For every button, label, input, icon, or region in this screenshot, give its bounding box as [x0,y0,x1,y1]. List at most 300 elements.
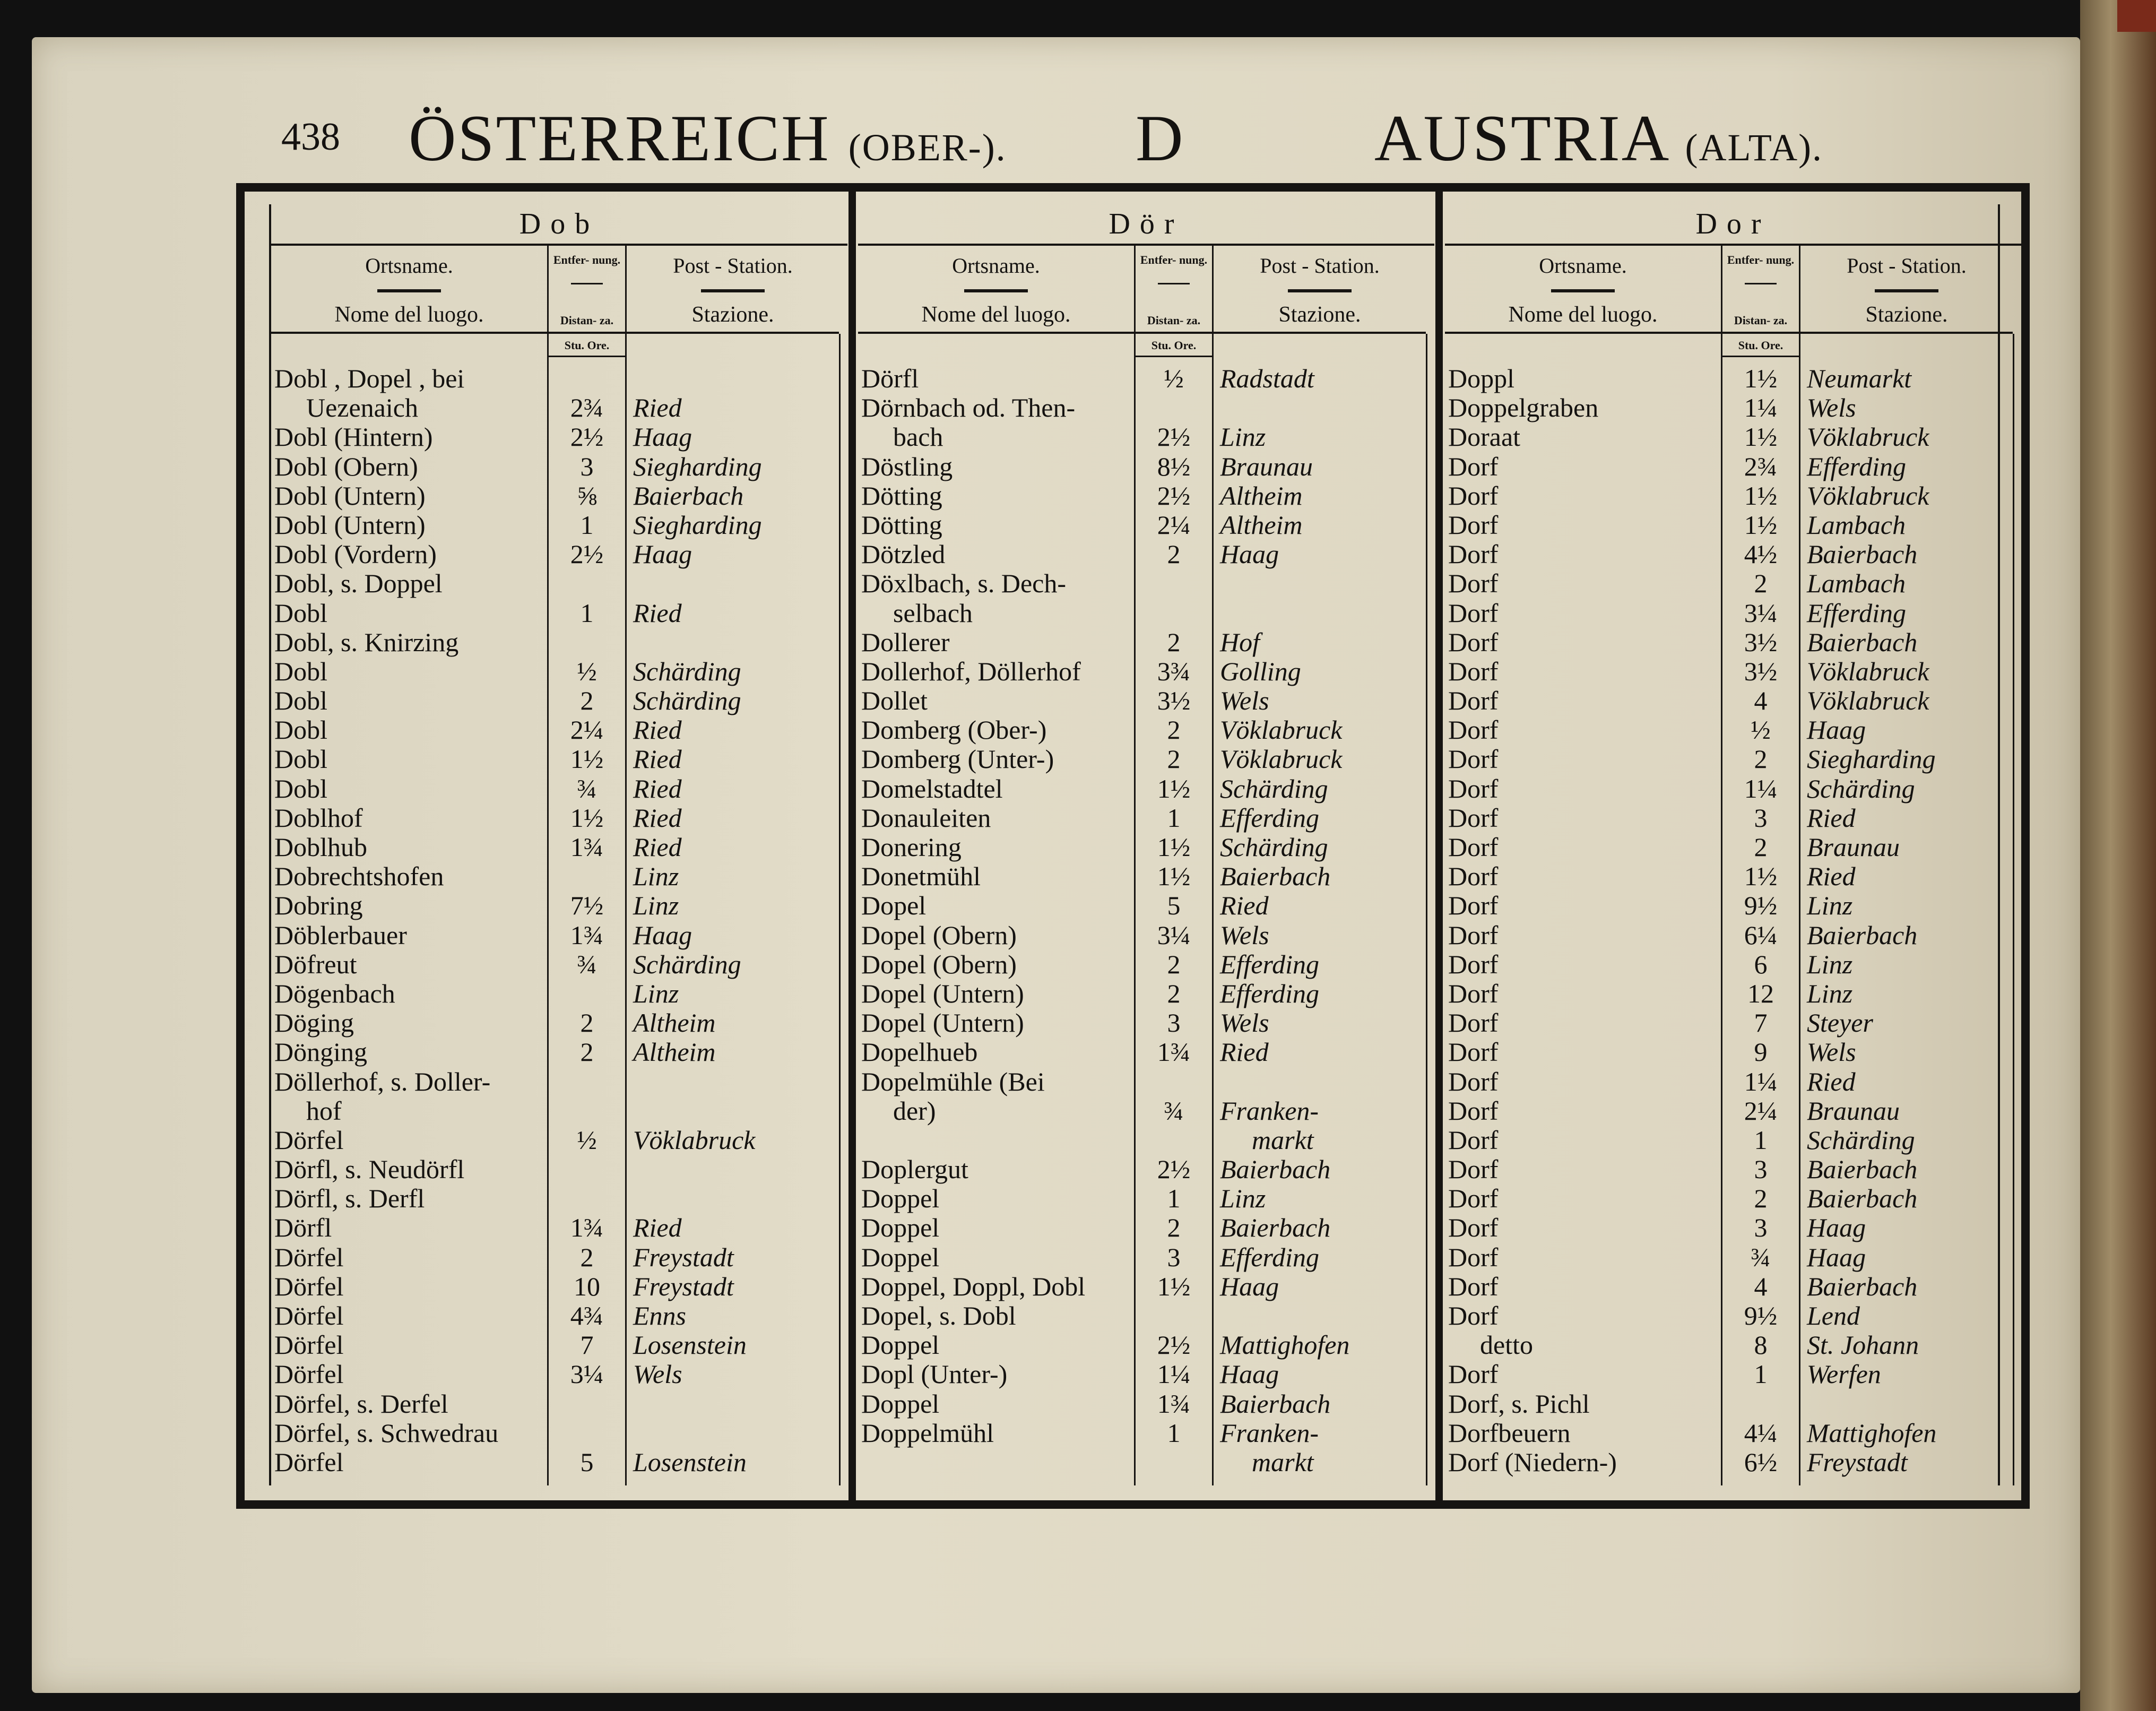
post-station: Ried [633,715,682,745]
place-name: Doraat [1448,422,1521,452]
place-name: Dorf [1448,891,1499,921]
header-post-station [1800,246,2013,334]
distance-value: ½ [577,1125,597,1155]
post-station: Haag [1807,715,1866,745]
post-station: Baierbach [1807,1183,1918,1214]
post-station: Linz [1220,1183,1266,1214]
post-station: Vöklabruck [1220,715,1343,745]
table-row [271,568,847,598]
distance-value: 5 [1167,891,1181,921]
table-row [271,656,847,686]
post-station: Altheim [633,1037,716,1067]
post-station: Schärding [633,949,741,979]
table-row [1445,393,2021,422]
distance-value: 2 [1167,539,1181,569]
page-header [281,101,1979,186]
table-row [271,920,847,949]
distance-value: 3 [1754,1213,1768,1243]
post-station: Steyer [1807,1008,1873,1038]
table-row [1445,1389,2021,1418]
distance-value: 1¾ [1157,1388,1191,1419]
table-row [1445,1067,2021,1096]
place-name: Döxlbach, s. Dech- [861,568,1066,599]
distance-value: 2¾ [1744,451,1778,481]
place-name: Dorf [1448,978,1499,1008]
place-name: Doppl [1448,364,1514,393]
table-row [1445,1096,2021,1125]
table-row [1445,1183,2021,1213]
place-name: Dörfel [274,1125,344,1155]
post-station: Baierbach [1807,627,1918,657]
place-name: Doppel [861,1242,940,1272]
place-name: Dorf [1448,802,1499,833]
post-station: Linz [1807,949,1853,979]
table-row [1445,1330,2021,1359]
post-station: Braunau [1807,1095,1900,1126]
distance-value: 1¼ [1744,1066,1778,1096]
place-name: Dorf [1448,1301,1499,1330]
distance-value: 2½ [1157,1154,1191,1185]
table-row [271,949,847,979]
post-station: Linz [1220,422,1266,452]
table-row [271,1389,847,1418]
table-row [271,1096,847,1125]
place-name: Dobrechtshofen [274,861,444,892]
table-row [1445,861,2021,891]
distance-value: 7 [580,1330,594,1360]
distance-value: 2¼ [570,715,604,745]
distance-value: 1 [580,598,594,628]
distance-value: 2 [1754,568,1768,599]
table-row [858,979,1434,1008]
header-name-it: Nome del luogo. [334,303,484,327]
table-row [1445,1154,2021,1183]
table-row [1445,1418,2021,1447]
post-station: Baierbach [1220,1213,1331,1243]
distance-value: 3¼ [1744,598,1778,628]
table-row [858,1389,1434,1418]
section-title: Dob [271,204,847,246]
header-dist-it: Distan- za. [1147,314,1201,327]
table-row [1445,364,2021,393]
place-name: Dopel, s. Dobl [861,1301,1016,1330]
place-name: Domberg (Unter-) [861,744,1054,774]
distance-value: 3¾ [1157,656,1191,686]
distance-value: 4¾ [570,1301,604,1330]
header-rule [571,283,603,284]
place-name: Dorf [1448,627,1499,657]
table-row [1445,1301,2021,1330]
table-row [271,1008,847,1037]
distance-value: 3½ [1157,686,1191,716]
table-row [1445,891,2021,920]
post-station: Haag [1220,539,1279,569]
table-row [1445,510,2021,539]
distance-value: 3 [580,451,594,481]
post-station: Linz [633,891,679,921]
table-row [271,861,847,891]
place-name: Dorf [1448,861,1499,892]
distance-value: ½ [1751,715,1771,745]
table-row [271,1418,847,1447]
header-dist-de: Entfer- nung. [1140,253,1208,266]
post-station: Baierbach [1807,920,1918,950]
gazetteer-table [236,183,2030,1509]
place-name: Dörfel [274,1359,344,1389]
distance-value: ⅝ [577,480,597,511]
table-row [858,1301,1434,1330]
distance-value: 3 [1754,802,1768,833]
table-row [1445,627,2021,656]
post-station: Haag [1220,1359,1279,1389]
table-row [271,539,847,568]
table-row [271,1242,847,1272]
distance-value: 12 [1747,978,1774,1008]
place-name: Dötting [861,480,942,511]
place-name: Dollerhof, Döllerhof [861,656,1081,686]
table-row [858,1242,1434,1272]
place-name: Dobl [274,686,327,716]
table-row [1445,803,2021,832]
table-row [271,1067,847,1096]
distance-value: 1¾ [1157,1037,1191,1067]
distance-value: 3 [1167,1242,1181,1272]
table-row [858,568,1434,598]
table-row [1445,1213,2021,1242]
book-spine [2080,0,2156,1711]
header-place-name [271,246,547,334]
distance-value: 2 [1167,715,1181,745]
place-name: Dorf [1448,773,1499,803]
post-station: Braunau [1807,832,1900,862]
title-letter: D [1136,102,1183,175]
distance-value: 1½ [1744,364,1778,393]
table-row [1445,1242,2021,1272]
table-row [1445,715,2021,744]
distance-unit-label: Stu. Ore. [547,335,627,357]
place-name: Dobl, s. Knirzing [274,627,459,657]
distance-unit-label: Stu. Ore. [1721,335,1800,357]
table-row [1445,422,2021,451]
header-post-station [627,246,839,334]
table-row [271,1213,847,1242]
post-station: Ried [1807,802,1856,833]
distance-value: 1 [1167,1418,1181,1448]
post-station: Haag [633,920,692,950]
place-name: Dorf [1448,1242,1499,1272]
post-station: Schärding [633,686,741,716]
place-name: Dorf [1448,1183,1499,1214]
section-divider [848,192,856,1500]
table-row [1445,598,2021,627]
post-station: Ried [1807,1066,1856,1096]
table-rows [1445,364,2021,1476]
place-name: Doblhof [274,802,363,833]
post-station: Mattighofen [1220,1330,1350,1360]
place-name: Dötting [861,509,942,540]
table-row [1445,568,2021,598]
table-row [858,744,1434,773]
distance-value: 8½ [1157,451,1191,481]
place-name: Dorf [1448,1271,1499,1301]
post-station: markt [1252,1447,1314,1477]
distance-value: 1½ [1744,509,1778,540]
header-rule [1745,283,1777,284]
place-name: Dorf [1448,656,1499,686]
distance-value: 3¼ [570,1359,604,1389]
post-station: Schärding [633,656,741,686]
place-name: Dobl (Hintern) [274,422,433,452]
page-number: 438 [281,115,340,159]
place-name: Dorf [1448,686,1499,716]
table-row [271,1447,847,1476]
place-name: Dobl [274,773,327,803]
header-rule [701,289,765,292]
post-station: Haag [1220,1271,1279,1301]
table-row [858,1213,1434,1242]
table-row [271,744,847,773]
post-station: Efferding [1220,1242,1320,1272]
distance-value: 3 [1754,1154,1768,1185]
place-name: Dorf [1448,920,1499,950]
post-station: Vöklabruck [1807,656,1929,686]
table-section [1445,204,2021,1485]
place-name: Dörfel [274,1447,344,1477]
post-station: Ried [633,1213,682,1243]
table-row [271,1154,847,1183]
table-row [1445,949,2021,979]
place-name: Domelstadtel [861,773,1003,803]
post-station: Franken- [1220,1095,1319,1126]
table-row [271,1359,847,1388]
distance-value: 1½ [1744,480,1778,511]
table-row [271,627,847,656]
table-row [858,1447,1434,1476]
place-name: Döllerhof, s. Doller- [274,1066,491,1096]
distance-value: 3 [1167,1008,1181,1038]
table-row [271,598,847,627]
place-name: Donering [861,832,962,862]
header-rule [1875,289,1938,292]
place-name: Dörfl, s. Derfl [274,1183,425,1214]
place-name: Dorf (Niedern-) [1448,1447,1617,1477]
post-station: Vöklabruck [1220,744,1343,774]
header-name-de: Ortsname. [365,254,453,278]
distance-value: ¾ [1751,1242,1771,1272]
table-row [858,1183,1434,1213]
distance-value: 2 [1754,1183,1768,1214]
post-station: Golling [1220,656,1301,686]
post-station: Siegharding [633,509,762,540]
distance-value: 7½ [570,891,604,921]
place-name: Dorf, s. Pichl [1448,1388,1590,1419]
distance-value: ½ [1164,364,1184,393]
place-name: Dorf [1448,1154,1499,1185]
place-name: Dorf [1448,715,1499,745]
place-name: Dorf [1448,451,1499,481]
table-row [1445,832,2021,861]
place-name: Dorf [1448,539,1499,569]
post-station: Lambach [1807,509,1906,540]
distance-value: 2 [1167,978,1181,1008]
table-row [858,803,1434,832]
distance-value: 1¾ [570,832,604,862]
distance-value: 2 [1754,832,1768,862]
distance-value: 2½ [570,539,604,569]
table-row [858,1418,1434,1447]
header-dist-de: Entfer- nung. [1727,253,1795,266]
header-rule [1551,289,1615,292]
table-row [271,422,847,451]
table-row [858,949,1434,979]
place-name: Dobl (Untern) [274,509,426,540]
distance-value: 2¼ [1744,1095,1778,1126]
post-station: Wels [1220,686,1269,716]
post-station: Neumarkt [1807,364,1912,393]
post-station: Ried [1220,1037,1269,1067]
table-row [271,1301,847,1330]
distance-value: 1 [1167,802,1181,833]
distance-value: 2 [580,1242,594,1272]
place-name: Dopel (Untern) [861,1008,1024,1038]
table-row [1445,979,2021,1008]
section-title: Dor [1445,204,2021,246]
post-station: Haag [633,422,692,452]
table-row [271,774,847,803]
post-station: Freystadt [633,1271,734,1301]
table-row [858,1067,1434,1096]
post-station: Siegharding [633,451,762,481]
table-row [271,1330,847,1359]
place-name: Dobring [274,891,363,921]
place-name: Dorf [1448,1066,1499,1096]
post-station: Lambach [1807,568,1906,599]
distance-value: 1½ [570,744,604,774]
distance-value: 2¼ [1157,509,1191,540]
table-row [1445,452,2021,481]
distance-value: 1½ [1157,773,1191,803]
place-name: Dorf [1448,480,1499,511]
place-name: Dorf [1448,1213,1499,1243]
place-name: Dorf [1448,1008,1499,1038]
place-name: Dobl , Dopel , bei [274,364,465,393]
table-row [1445,656,2021,686]
post-station: Franken- [1220,1418,1319,1448]
table-row [858,510,1434,539]
table-row [858,715,1434,744]
table-row [858,774,1434,803]
post-station: Baierbach [1220,861,1331,892]
header-post-de: Post - Station. [1847,254,1967,278]
place-name: bach [893,422,943,452]
post-station: Wels [1220,1008,1269,1038]
table-row [1445,1447,2021,1476]
place-name: Dörnbach od. Then- [861,393,1076,423]
place-name: Dobl (Untern) [274,480,426,511]
post-station: Schärding [1220,773,1328,803]
place-name: Dorf [1448,744,1499,774]
place-name: Dörfl [274,1213,332,1243]
distance-value: 2 [1167,949,1181,979]
distance-value: 4 [1754,686,1768,716]
place-name: Dopel (Obern) [861,949,1017,979]
post-station: Efferding [1220,802,1320,833]
table-row [858,422,1434,451]
table-row [1445,481,2021,510]
distance-value: 6¼ [1744,920,1778,950]
place-name: Dobl [274,656,327,686]
distance-value: 4½ [1744,539,1778,569]
table-row [858,1125,1434,1154]
distance-value: 10 [574,1271,600,1301]
place-name: Doppelmühl [861,1418,994,1448]
header-rule [964,289,1028,292]
distance-value: 2½ [570,422,604,452]
header-post-de: Post - Station. [1260,254,1380,278]
place-name: Dopel (Untern) [861,978,1024,1008]
table-row [1445,744,2021,773]
distance-value: 3½ [1744,656,1778,686]
place-name: Doplergut [861,1154,968,1185]
place-name: Domberg (Ober-) [861,715,1047,745]
distance-value: 2 [1167,1213,1181,1243]
header-rule [377,289,441,292]
place-name: Dörfel [274,1301,344,1330]
post-station: Enns [633,1301,686,1330]
post-station: Mattighofen [1807,1418,1937,1448]
place-name: Doppel [861,1330,940,1360]
post-station: Linz [1807,978,1853,1008]
place-name: Dorf [1448,949,1499,979]
post-station: Efferding [1220,949,1320,979]
distance-value: 1½ [1157,1271,1191,1301]
post-station: Vöklabruck [1807,422,1929,452]
header-post-it: Stazione. [1278,303,1361,327]
distance-value: ¾ [577,773,597,803]
place-name: Dobl (Obern) [274,451,418,481]
table-row [271,393,847,422]
table-row [271,510,847,539]
post-station: Ried [633,598,682,628]
table-row [271,452,847,481]
post-station: Haag [1807,1242,1866,1272]
table-row [858,1154,1434,1183]
post-station: Vöklabruck [1807,686,1929,716]
post-station: Altheim [1220,509,1303,540]
header-distance [547,246,627,334]
place-name: Dörfel [274,1271,344,1301]
table-row [271,832,847,861]
table-row [858,598,1434,627]
distance-value: 2 [580,686,594,716]
place-name: Doppel [861,1183,940,1214]
distance-value: 1¼ [1744,393,1778,423]
distance-value: 1 [1167,1183,1181,1214]
place-name: Dönging [274,1037,367,1067]
distance-value: 2¾ [570,393,604,423]
distance-value: 4 [1754,1271,1768,1301]
place-name: Dorf [1448,1125,1499,1155]
table-row [271,1183,847,1213]
place-name: Dobl (Vordern) [274,539,437,569]
post-station: Linz [633,978,679,1008]
place-name: Dorf [1448,832,1499,862]
header-post-it: Stazione. [691,303,774,327]
header-rule [1158,283,1190,284]
post-station: Baierbach [1807,1154,1918,1185]
table-row [858,861,1434,891]
place-name: Dorf [1448,1095,1499,1126]
